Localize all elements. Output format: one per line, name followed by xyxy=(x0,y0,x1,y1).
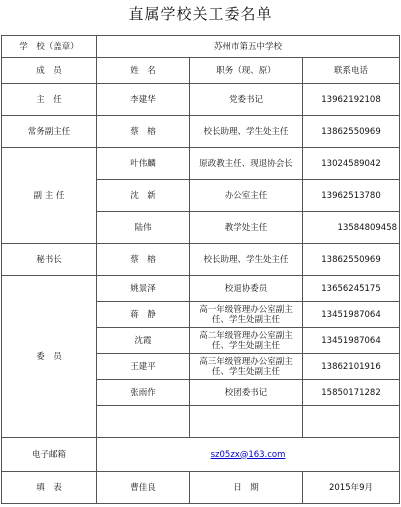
email-label: 电子邮箱 xyxy=(2,438,97,472)
person-phone: 13962192108 xyxy=(303,84,400,116)
header-name: 姓 名 xyxy=(97,58,190,84)
school-row xyxy=(2,36,400,58)
person-position: 校长助理、学生处主任 xyxy=(190,116,303,148)
person-phone: 13584809458 xyxy=(303,212,400,244)
email-link[interactable]: sz05zx@163.com xyxy=(210,449,286,460)
table-row xyxy=(2,276,400,302)
role-executive-deputy: 常务副主任 xyxy=(2,116,97,148)
person-phone: 13862550969 xyxy=(303,116,400,148)
header-member: 成 员 xyxy=(2,58,97,84)
header-position: 职务（现、原） xyxy=(190,58,303,84)
person-position: 高二年级管理办公室副主任、学生处副主任 xyxy=(190,328,303,354)
date-value: 2015年9月 xyxy=(303,472,400,504)
person-name: 蔡 榕 xyxy=(97,244,190,276)
person-phone: 13862101916 xyxy=(303,354,400,380)
person-name: 张雨作 xyxy=(97,380,190,406)
person-position: 办公室主任 xyxy=(190,180,303,212)
header-row xyxy=(2,58,400,84)
person-position: 教学处主任 xyxy=(190,212,303,244)
table-row xyxy=(2,116,400,148)
person-phone: 15850171282 xyxy=(303,380,400,406)
person-phone: 13862550969 xyxy=(303,244,400,276)
person-position: 高一年级管理办公室副主任、学生处副主任 xyxy=(190,302,303,328)
role-member: 委 员 xyxy=(2,276,97,438)
school-label: 学 校（盖章） xyxy=(2,36,97,58)
email-cell xyxy=(97,438,400,472)
person-phone: 13451987064 xyxy=(303,302,400,328)
empty-cell xyxy=(190,406,303,438)
person-phone: 13962513780 xyxy=(303,180,400,212)
person-name: 蒋 静 xyxy=(97,302,190,328)
person-phone: 13656245175 xyxy=(303,276,400,302)
person-name: 姚景泽 xyxy=(97,276,190,302)
table-row xyxy=(2,244,400,276)
document-title: 直属学校关工委名单 xyxy=(128,5,273,23)
person-name: 李建华 xyxy=(97,84,190,116)
person-position: 原政教主任、现退协会长 xyxy=(190,148,303,180)
person-phone: 13024589042 xyxy=(303,148,400,180)
empty-cell xyxy=(97,406,190,438)
person-name: 沈霞 xyxy=(97,328,190,354)
table-row xyxy=(2,148,400,180)
email-row xyxy=(2,438,400,472)
person-name: 蔡 榕 xyxy=(97,116,190,148)
table-row xyxy=(2,84,400,116)
filled-by-value: 曹佳良 xyxy=(97,472,190,504)
committee-table xyxy=(1,35,400,504)
person-position: 党委书记 xyxy=(190,84,303,116)
filled-by-label: 填 表 xyxy=(2,472,97,504)
person-phone: 13451987064 xyxy=(303,328,400,354)
role-secretary-general: 秘书长 xyxy=(2,244,97,276)
person-name: 叶伟麟 xyxy=(97,148,190,180)
person-position: 校退协委员 xyxy=(190,276,303,302)
header-phone: 联系电话 xyxy=(303,58,400,84)
person-name: 陆伟 xyxy=(97,212,190,244)
footer-row xyxy=(2,472,400,504)
person-name: 沈 新 xyxy=(97,180,190,212)
school-value: 苏州市第五中学校 xyxy=(97,36,400,58)
role-deputy: 副 主 任 xyxy=(2,148,97,244)
person-position: 校团委书记 xyxy=(190,380,303,406)
date-label: 日 期 xyxy=(190,472,303,504)
role-director: 主 任 xyxy=(2,84,97,116)
person-name: 王建平 xyxy=(97,354,190,380)
person-position: 高三年级管理办公室副主任、学生处副主任 xyxy=(190,354,303,380)
empty-cell xyxy=(303,406,400,438)
person-position: 校长助理、学生处主任 xyxy=(190,244,303,276)
